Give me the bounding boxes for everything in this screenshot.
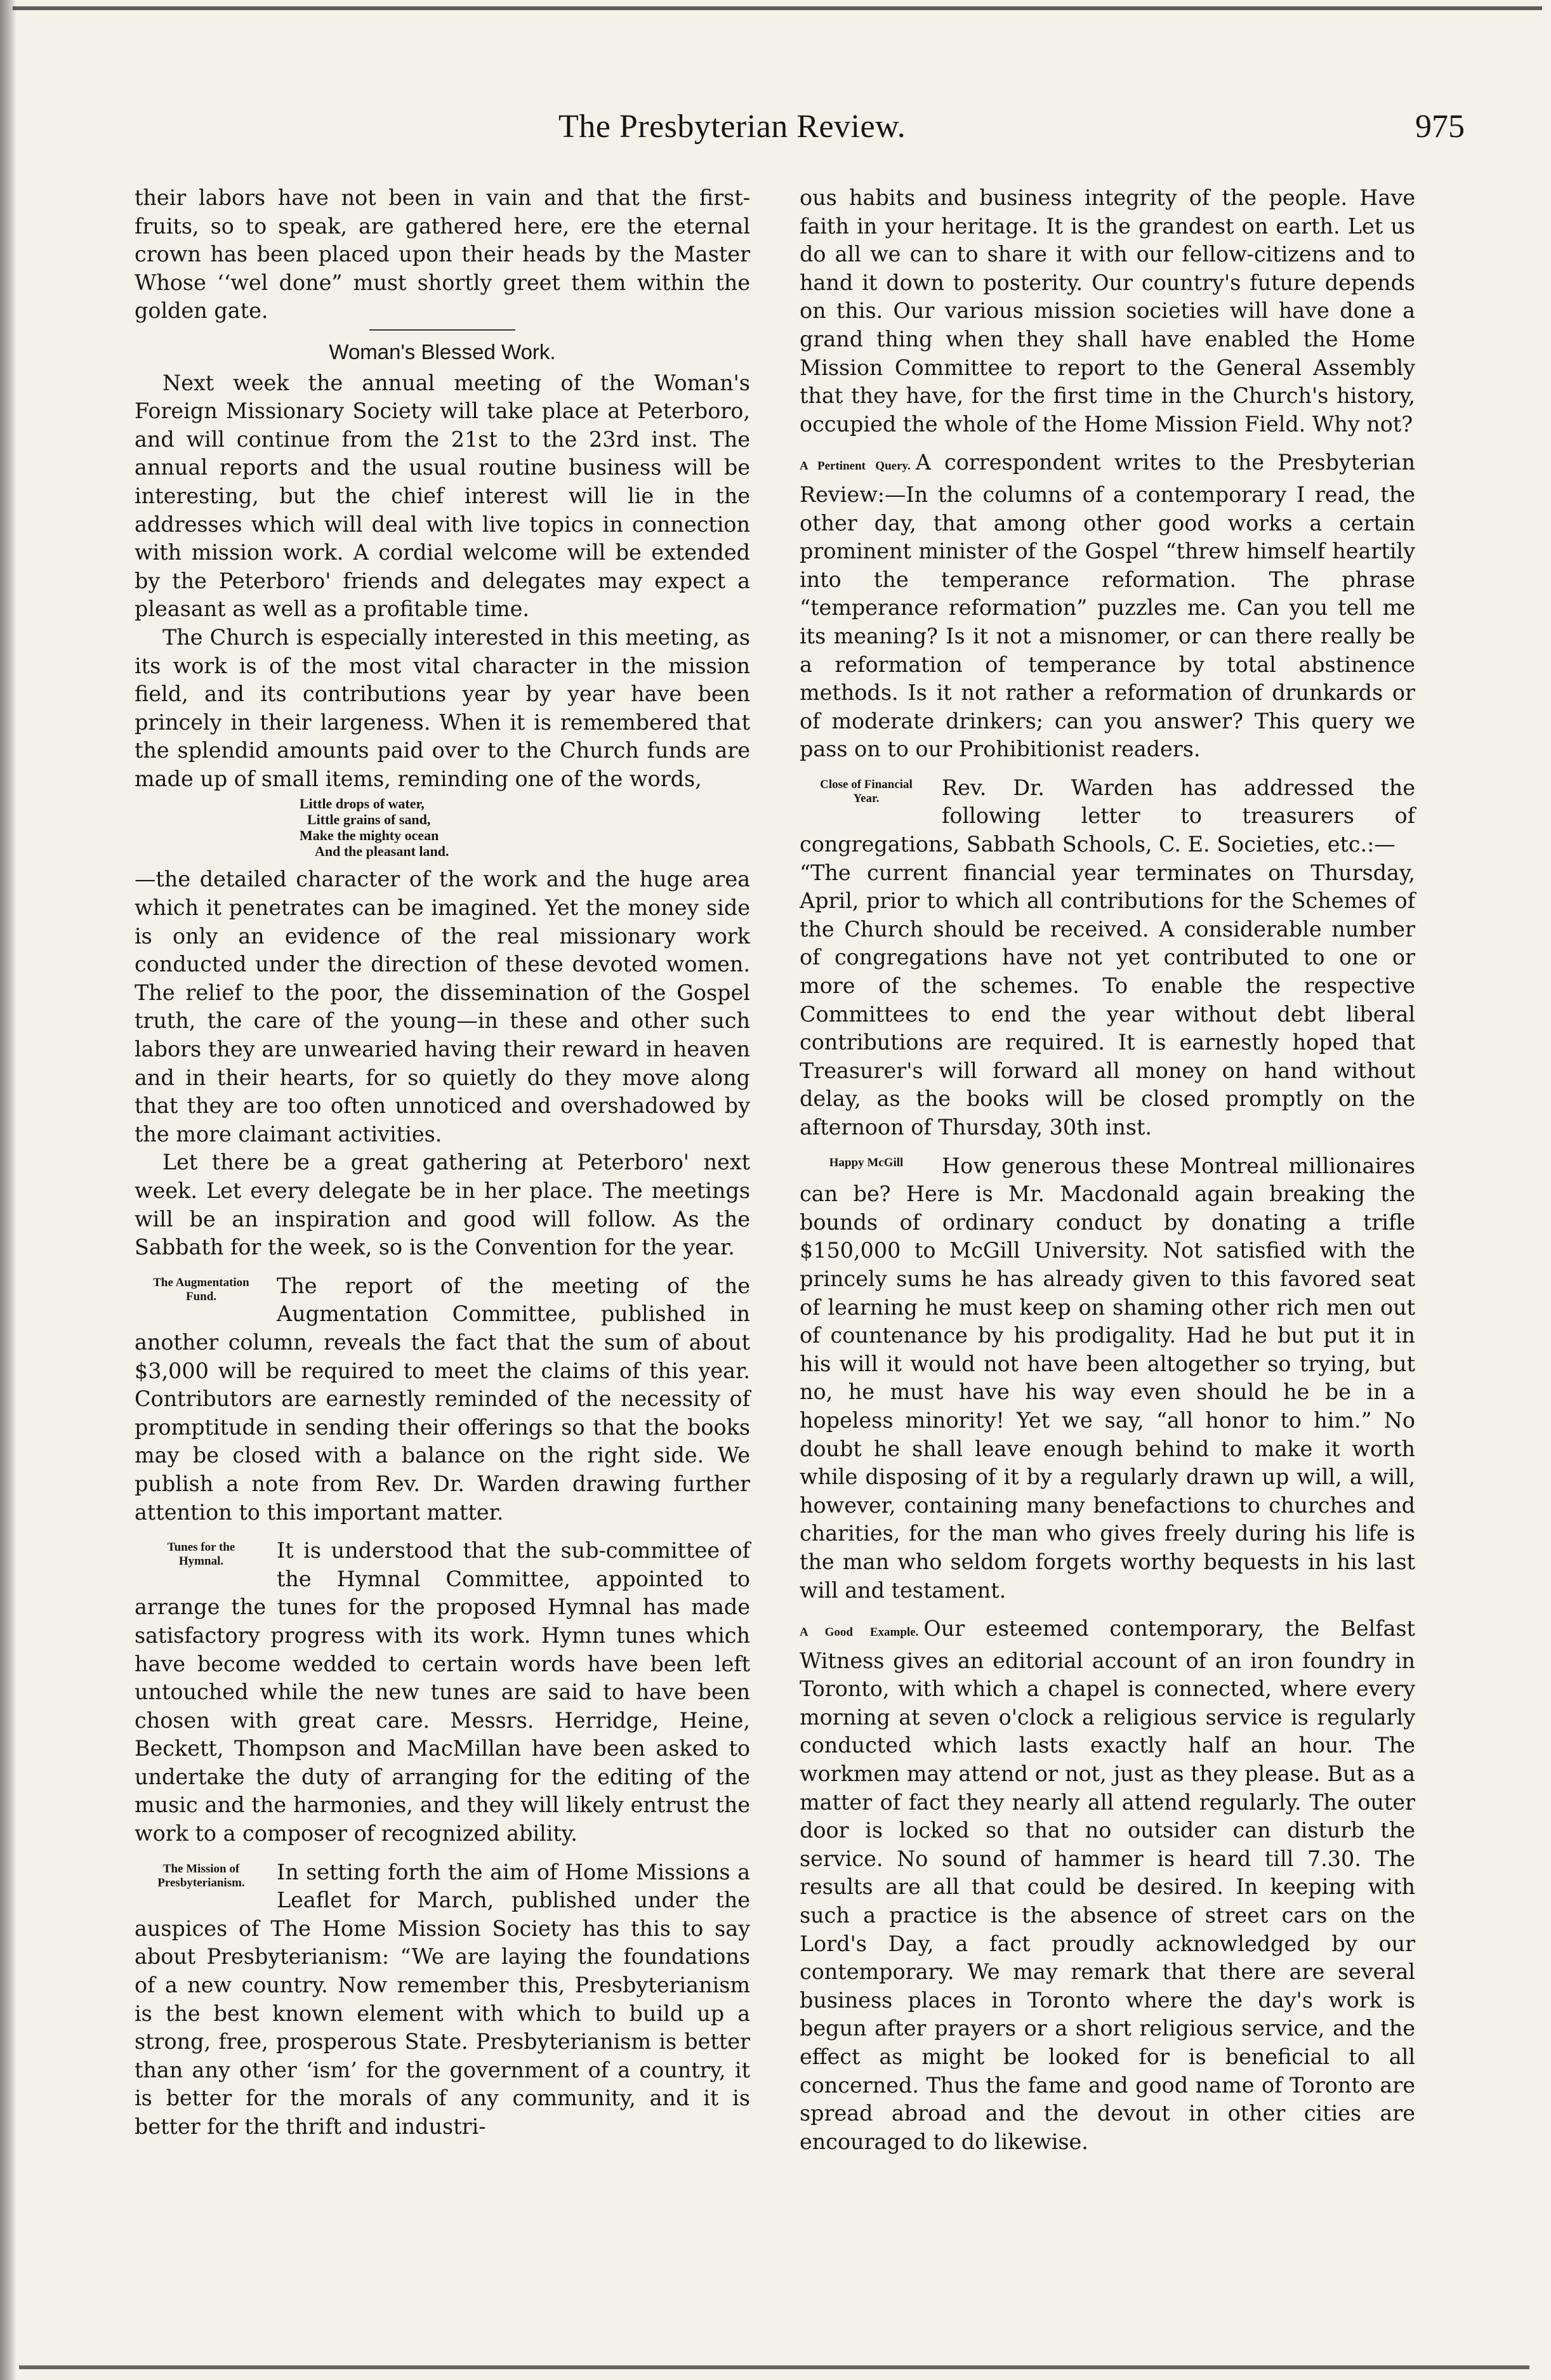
article-text: A Good Example. Our esteemed contemporary, the Belfast Witness gives an editorial account of an iron foundry in Toronto, with which a chapel is connected, where every morning at seven o'clock a religious service is regularly conducted which lasts exactly half an hour. The workmen may attend or not, just as they please. But as a matter of fact they nearly all attend regularly. The outer door is locked so that no outsider can disturb the service. No sound of hammer is heard till 7.30. The results are all that could be desired. In keeping with such a practice is the absence of street cars on the Lord's Day, a fact proudly acknowledged by our contemporary. We may remark that there are several business places in Toronto where the day's work is begun after prayers or a short religious service, and the effect as might be looked for is beneficial to all concerned. Thus the fame and good name of Toronto are spread abroad and the devout in other cities are encouraged to do likewise. [800, 1616, 1415, 2154]
side-heading: The Augmentation Fund. [153, 1275, 249, 1303]
verse-line: And the pleasant land. [315, 843, 449, 860]
article-text: How generous these Montreal millionaires can be? Here is Mr. Macdonald again breaking the bounds of ordinary conduct by donating a trifle $150,000 to McGill University. Not satisfied with the princely sums he has already given to this favored seat of learning he must keep on shaming other rich men out of countenance by his prodigality. Had he but put it in his will it would not have been altogether so trying, but no, he must have his way even should he be in a hopeless minority! Yet we say, “all honor to him.” No doubt he shall leave enough behind to make it worth while disposing of it by a regularly drawn up will, a will, however, containing many benefactions to churches and charities, for the man who gives freely during his life is the man who seldom forgets worthy bequests in his last will and testament. [800, 1153, 1415, 1603]
article-mission-presbyterianism [135, 1858, 750, 2141]
paragraph: —the detailed character of the work and the huge area which it penetrates can be imagined. Yet the money side is only an evidence of the real missionary work conducted under the direction of these devoted women. The relief to the poor, the dissemination of the Gospel truth, the care of the young—in these and other such labors they are unwearied having their reward in heaven and in their hearts, for so quietly do they move along that they are too often unnoticed and overshadowed by the more claimant activities. [135, 867, 750, 1147]
article-text: A Pertinent Query. A correspondent writes to the Presbyterian Review:—In the columns of a contemporary I read, the other day, that among other good works a certain prominent minister of the Gospel “threw himself heartily into the temperance reformation. The phrase “temperance reformation” puzzles me. Can you tell me its meaning? Is it not a misnomer, or can there really be a reformation of temperance by total abstinence methods. Is it not rather a reformation of drunkards or of moderate drinkers; can you answer? This query we pass on to our Prohibitionist readers. [800, 450, 1415, 762]
side-heading: A Pertinent Query. [800, 459, 911, 473]
verse-line: Little drops of water, [300, 796, 425, 812]
paragraph: The Church is especially interested in this meeting, as its work is of the most vital character in the mission field, and its contributions year by year have been princely in their largeness. When it is remembered that the splendid amounts paid over to the Church funds are made up of small items, reminding one of the words, [135, 624, 750, 791]
page-title: The Presbyterian Review. [558, 108, 906, 145]
side-heading: Close of Financial Year. [820, 777, 913, 805]
side-heading: A Good Example. [800, 1626, 919, 1640]
section-divider [369, 329, 515, 331]
verse-quote [300, 796, 750, 859]
section-heading: Woman's Blessed Work. [329, 339, 556, 364]
intro-paragraph: their labors have not been in vain and that the first-fruits, so to speak, are gathered here, ere the eternal crown has been placed upon their heads by the Master Whose ‘‘wel done” must shortly greet them within the golden gate. [135, 185, 750, 324]
article-pertinent-query [800, 449, 1415, 764]
article-text: In setting forth the aim of Home Missions a Leaflet for March, published under the auspices of The Home Mission Society has this to say about Presbyterianism: “We are laying the foundations of a new country. Now remember this, Presbyterianism is the best known element with which to build up a strong, free, prosperous State. Presbyterianism is better than any other ‘ism’ for the government of a country, it is better for the morals of any community, and it is better for the thrift and industri- [135, 1859, 750, 2139]
article-tunes-hymnal [135, 1537, 750, 1848]
paragraph: Next week the annual meeting of the Woman's Foreign Missionary Society will take place at Peterboro, and will continue from the 21st to the 23rd inst. The annual reports and the usual routine business will be interesting, but the chief interest will lie in the addresses which will deal with live topics in connection with mission work. A cordial welcome will be extended by the Peterboro' friends and delegates may expect a pleasant as well as a profitable time. [135, 370, 750, 622]
paragraph: ous habits and business integrity of the people. Have faith in your heritage. It is the grandest on earth. Let us do all we can to share it with our fellow-citizens and to hand it down to posterity. Our country's future depends on this. Our various mission societies will have done a grand thing when they shall have enabled the Home Mission Committee to report to the General Assembly that they have, for the first time in the Church's history, occupied the whole of the Home Mission Field. Why not? [800, 185, 1415, 437]
side-heading: Tunes for the Hymnal. [167, 1541, 235, 1568]
quoted-letter: “The current financial year terminates on Thursday, April, prior to which all contributions for the Schemes of the Church should be received. A considerable number of congregations have not yet contributed to one or more of the schemes. To enable the respective Committees to end the year without debt liberal contributions are required. It is earnestly hoped that Treasurer's will forward all money on hand without delay, as the books will be closed promptly on the afternoon of Thursday, 30th inst. [800, 860, 1415, 1140]
article-augmentation-fund [135, 1272, 750, 1527]
article-close-financial-year [800, 774, 1415, 1142]
left-column [135, 184, 750, 2141]
article-text: Rev. Dr. Warden has addressed the following letter to treasurers of congregations, Sabbath Schools, C. E. Societies, etc.:— [800, 775, 1415, 857]
verse-line: Little grains of sand, [307, 812, 431, 828]
top-border-rule [13, 6, 1542, 10]
page-number: 975 [1415, 108, 1465, 145]
article-happy-mcgill [800, 1152, 1415, 1605]
right-column [800, 184, 1415, 2156]
verse-line: Make the mighty ocean [300, 827, 439, 844]
article-text: The report of the meeting of the Augmentation Committee, published in another column, reveals the fact that the sum of about $3,000 will be required to meet the claims of this year. Contributors are earnestly reminded of the necessity of promptitude in sending their offerings so that the books may be closed with a balance on the right side. We publish a note from Rev. Dr. Warden drawing further attention to this important matter. [135, 1273, 750, 1525]
page-edge-shadow [0, 0, 16, 2380]
article-good-example [800, 1615, 1415, 2156]
article-text: It is understood that the sub-committee of the Hymnal Committee, appointed to arrange the tunes for the proposed Hymnal has made satisfactory progress with its work. Hymn tunes which have become wedded to certain words have been left untouched while the new tunes are said to have been chosen with great care. Messrs. Herridge, Heine, Beckett, Thompson and MacMillan have been asked to undertake the duty of arranging for the editing of the music and the harmonies, and they will likely entrust the work to a composer of recognized ability. [135, 1538, 750, 1846]
side-heading: Happy McGill [829, 1155, 904, 1169]
paragraph: Let there be a great gathering at Peterboro' next week. Let every delegate be in her place. The meetings will be an inspiration and good will follow. As the Sabbath for the week, so is the Convention for the year. [135, 1150, 750, 1260]
bottom-border-rule [19, 2365, 1529, 2369]
side-heading: The Mission of Presbyterianism. [157, 1862, 245, 1890]
